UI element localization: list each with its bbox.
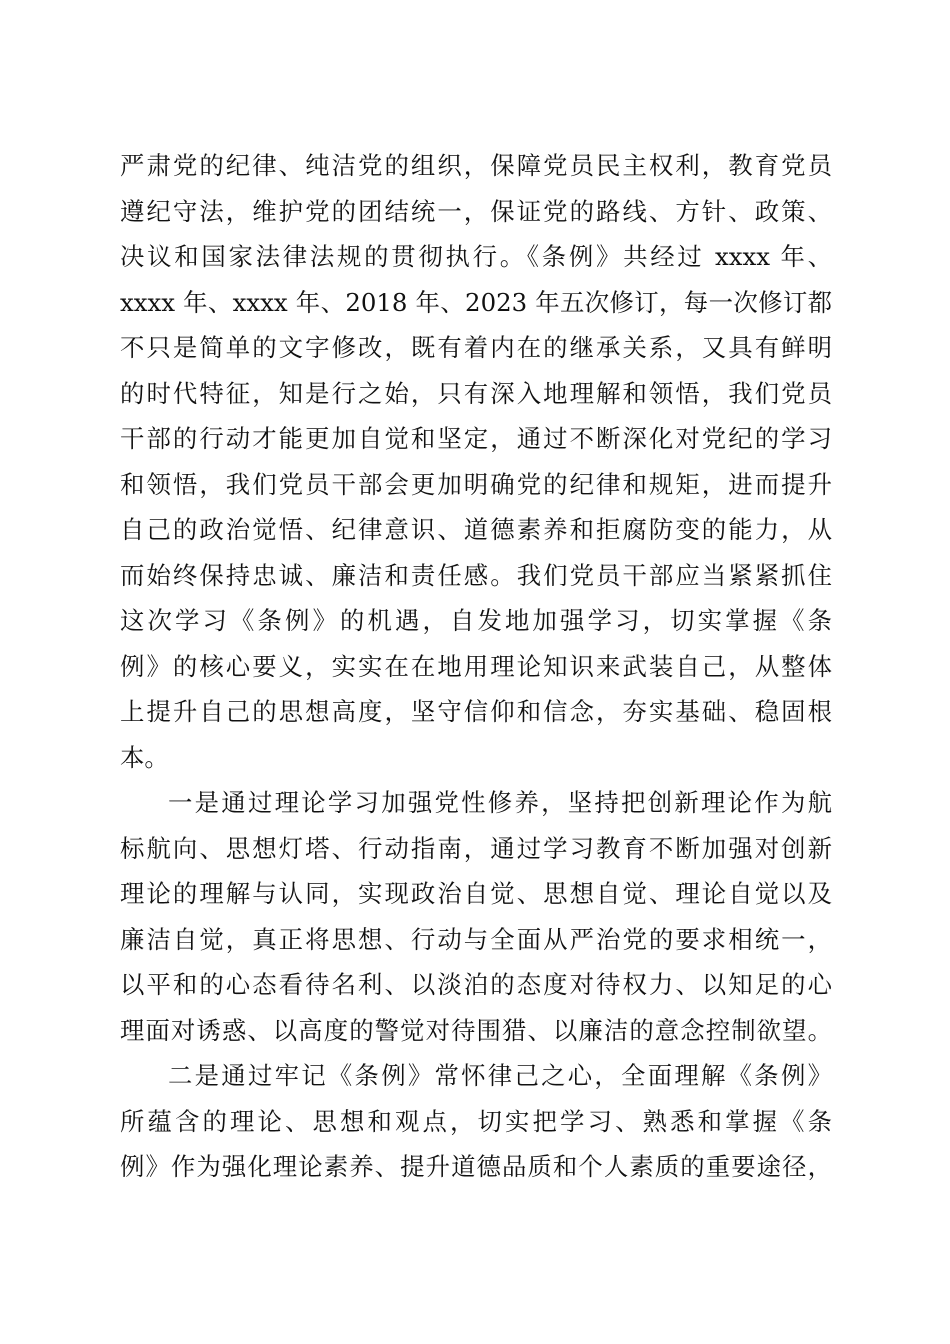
text-line: 上提升自己的思想高度，坚守信仰和信念，夯实基础、稳固根 bbox=[120, 697, 832, 726]
text-line: 严肃党的纪律、纯洁党的组织，保障党员民主权利，教育党员 bbox=[120, 151, 832, 180]
text-line: 这次学习《条例》的机遇，自发地加强学习，切实掌握《条 bbox=[120, 606, 832, 635]
text-line: 理面对诱惑、以高度的警觉对待围猎、以廉洁的意念控制欲望。 bbox=[120, 1015, 832, 1045]
paragraph-3 bbox=[120, 1053, 832, 1190]
text-line: 所蕴含的理论、思想和观点，切实把学习、熟悉和掌握《条 bbox=[120, 1106, 832, 1136]
text-line: 二是通过牢记《条例》常怀律己之心，全面理解《条例》 bbox=[168, 1061, 832, 1090]
text-line: 和领悟，我们党员干部会更加明确党的纪律和规矩，进而提升 bbox=[120, 469, 832, 499]
text-line: 的时代特征，知是行之始，只有深入地理解和领悟，我们党员 bbox=[120, 378, 832, 408]
text-line: 理论的理解与认同，实现政治自觉、思想自觉、理论自觉以及 bbox=[120, 879, 832, 908]
text-line: xxxx 年、xxxx 年、2018 年、2023 年五次修订，每一次修订都 bbox=[120, 287, 832, 317]
text-line: 自己的政治觉悟、纪律意识、道德素养和拒腐防变的能力，从 bbox=[120, 515, 832, 544]
text-line: 不只是简单的文字修改，既有着内在的继承关系，又具有鲜明 bbox=[120, 333, 832, 362]
text-line: 遵纪守法，维护党的团结统一，保证党的路线、方针、政策、 bbox=[120, 196, 832, 226]
text-line: 决议和国家法律法规的贯彻执行。《条例》共经过 xxxx 年、 bbox=[120, 242, 832, 271]
text-line: 而始终保持忠诚、廉洁和责任感。我们党员干部应当紧紧抓住 bbox=[120, 560, 832, 590]
text-line: 一是通过理论学习加强党性修养，坚持把创新理论作为航 bbox=[168, 788, 832, 817]
document-body bbox=[120, 143, 832, 1190]
text-line: 廉洁自觉，真正将思想、行动与全面从严治党的要求相统一， bbox=[120, 924, 832, 954]
text-line: 本。 bbox=[120, 742, 169, 772]
text-line: 例》作为强化理论素养、提升道德品质和个人素质的重要途径， bbox=[120, 1152, 832, 1181]
text-line: 以平和的心态看待名利、以淡泊的态度对待权力、以知足的心 bbox=[120, 970, 832, 999]
text-line: 标航向、思想灯塔、行动指南，通过学习教育不断加强对创新 bbox=[120, 833, 832, 863]
text-line: 干部的行动才能更加自觉和坚定，通过不断深化对党纪的学习 bbox=[120, 424, 832, 453]
paragraph-2 bbox=[120, 780, 832, 1053]
paragraph-1 bbox=[120, 143, 832, 780]
text-line: 例》的核心要义，实实在在地用理论知识来武装自己，从整体 bbox=[120, 651, 832, 681]
